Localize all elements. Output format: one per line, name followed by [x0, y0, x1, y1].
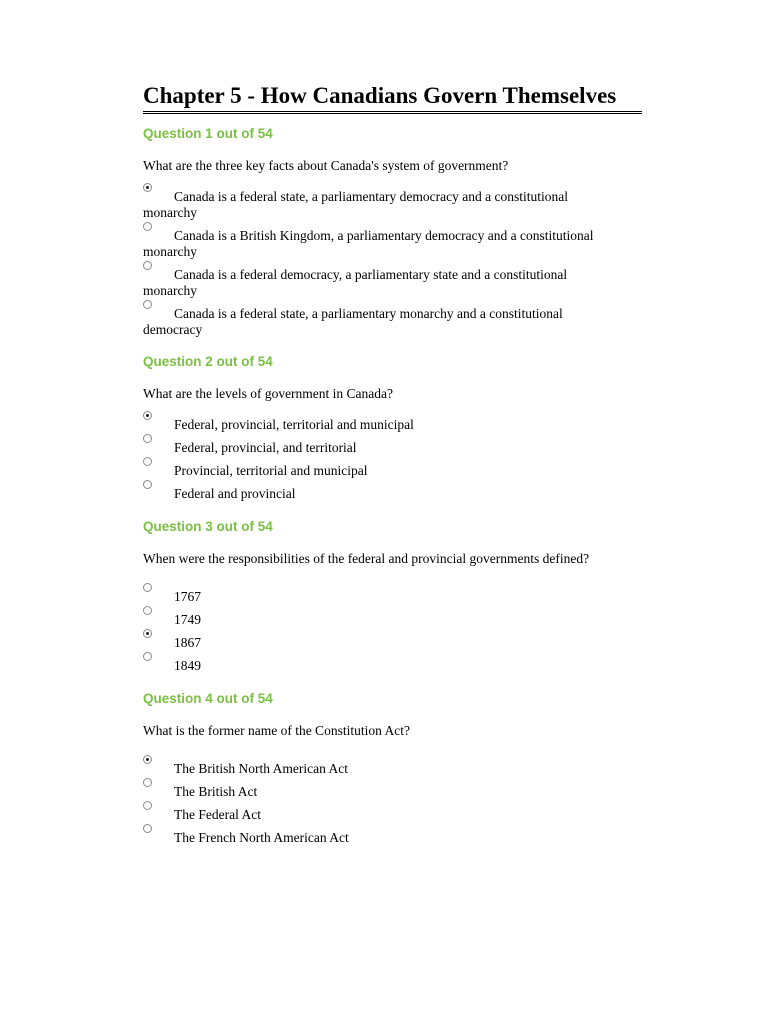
radio-unselected-icon[interactable] [143, 434, 152, 443]
answer-option[interactable] [143, 784, 703, 800]
question-text: What is the former name of the Constitution Act? [143, 723, 410, 738]
question-text: When were the responsibilities of the federal and provincial governments defined? [143, 551, 590, 566]
answer-option[interactable] [143, 486, 703, 502]
radio-unselected-icon[interactable] [143, 457, 152, 466]
answer-option-label: Federal, provincial, territorial and municipal [174, 417, 414, 432]
radio-unselected-icon[interactable] [143, 801, 152, 810]
question-text: What are the levels of government in Canada? [143, 386, 394, 401]
question-2 [143, 354, 703, 502]
answer-option-label: Provincial, territorial and municipal [174, 463, 368, 478]
answer-option[interactable] [143, 463, 703, 479]
answer-option-label: Federal and provincial [174, 486, 296, 501]
answer-option-label: The Federal Act [174, 807, 261, 822]
question-1 [143, 126, 703, 338]
answer-option-label: Canada is a British Kingdom, a parliamentary democracy and a constitutional monarchy [143, 228, 594, 259]
question-header: Question 4 out of 54 [143, 691, 273, 706]
radio-unselected-icon[interactable] [143, 261, 152, 270]
radio-unselected-icon[interactable] [143, 480, 152, 489]
answer-option[interactable] [143, 440, 703, 456]
answer-option[interactable] [143, 635, 703, 651]
answer-option-label: 1767 [174, 589, 201, 604]
answer-option[interactable] [143, 589, 703, 605]
answer-options [143, 189, 703, 338]
answer-option-label: 1867 [174, 635, 201, 650]
answer-options [143, 761, 703, 846]
question-header: Question 2 out of 54 [143, 354, 273, 369]
answer-option[interactable] [143, 189, 703, 221]
answer-option-label: Canada is a federal state, a parliamentary monarchy and a constitutional democracy [143, 306, 563, 337]
answer-option[interactable] [143, 807, 703, 823]
radio-unselected-icon[interactable] [143, 652, 152, 661]
question-text: What are the three key facts about Canada's system of government? [143, 158, 509, 173]
question-header: Question 1 out of 54 [143, 126, 273, 141]
question-header: Question 3 out of 54 [143, 519, 273, 534]
answer-option[interactable] [143, 658, 703, 674]
radio-unselected-icon[interactable] [143, 606, 152, 615]
answer-option[interactable] [143, 612, 703, 628]
radio-unselected-icon[interactable] [143, 300, 152, 309]
radio-unselected-icon[interactable] [143, 222, 152, 231]
radio-selected-icon[interactable] [143, 755, 152, 764]
answer-option[interactable] [143, 228, 703, 260]
answer-option-label: Federal, provincial, and territorial [174, 440, 357, 455]
answer-options [143, 417, 703, 502]
page-title: Chapter 5 - How Canadians Govern Themselves [143, 82, 642, 114]
radio-unselected-icon[interactable] [143, 778, 152, 787]
answer-option-label: 1749 [174, 612, 201, 627]
answer-option-label: The British Act [174, 784, 258, 799]
answer-option[interactable] [143, 417, 703, 433]
answer-option-label: Canada is a federal democracy, a parliamentary state and a constitutional monarchy [143, 267, 568, 298]
answer-option[interactable] [143, 306, 703, 338]
radio-selected-icon[interactable] [143, 411, 152, 420]
radio-unselected-icon[interactable] [143, 583, 152, 592]
answer-option-label: The French North American Act [174, 830, 349, 845]
question-4 [143, 691, 703, 846]
radio-unselected-icon[interactable] [143, 824, 152, 833]
answer-option-label: 1849 [174, 658, 201, 673]
radio-selected-icon[interactable] [143, 629, 152, 638]
answer-option-label: Canada is a federal state, a parliamentary democracy and a constitutional monarchy [143, 189, 568, 220]
answer-option[interactable] [143, 761, 703, 777]
answer-options [143, 589, 703, 674]
question-3 [143, 519, 703, 674]
radio-selected-icon[interactable] [143, 183, 152, 192]
answer-option[interactable] [143, 267, 703, 299]
answer-option[interactable] [143, 830, 703, 846]
answer-option-label: The British North American Act [174, 761, 348, 776]
document-page [143, 82, 703, 846]
